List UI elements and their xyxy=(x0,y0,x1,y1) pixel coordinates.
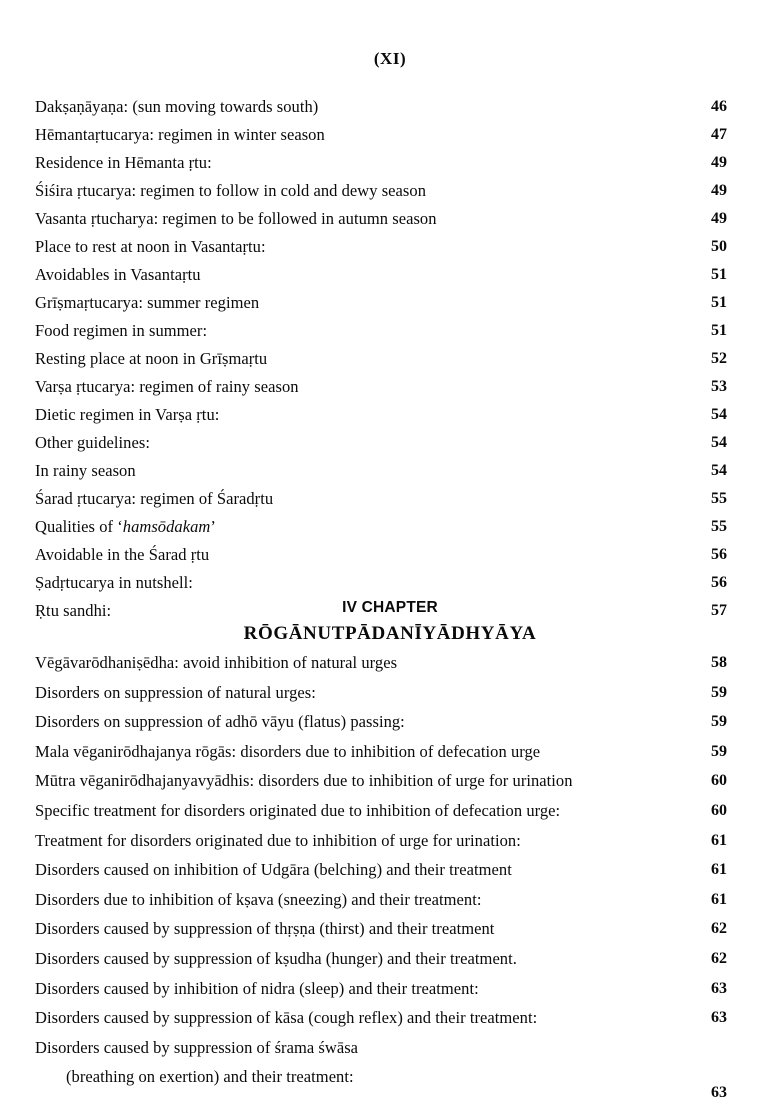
toc-row[interactable] xyxy=(35,1033,747,1063)
toc-row[interactable] xyxy=(35,485,747,513)
toc-entry-label: Grīṣmaṛtucarya: summer regimen xyxy=(35,293,260,312)
toc-entry-label: Varṣa ṛtucarya: regimen of rainy season xyxy=(35,377,299,396)
toc-entry-label: Specific treatment for disorders originated due to inhibition of defecation urge: xyxy=(35,800,561,820)
toc-entry-label: Disorders caused by inhibition of nidra (sleep) and their treatment: xyxy=(35,978,479,998)
toc-page-number: 63 xyxy=(711,979,727,997)
toc-page-number: 61 xyxy=(711,890,727,908)
toc-page-number: 56 xyxy=(711,546,727,563)
page-number-header: (XI) xyxy=(373,49,407,68)
toc-row[interactable] xyxy=(35,678,747,708)
toc-row[interactable] xyxy=(35,766,747,796)
toc-row[interactable] xyxy=(35,944,747,974)
toc-row[interactable] xyxy=(35,1062,747,1102)
toc-row[interactable] xyxy=(35,648,747,678)
toc-row[interactable] xyxy=(35,457,747,485)
toc-entry-label: Śiśira ṛtucarya: regimen to follow in cold and dewy season xyxy=(35,181,427,200)
toc-page-number: 49 xyxy=(711,210,727,227)
toc-row[interactable] xyxy=(35,149,747,177)
toc-row[interactable] xyxy=(35,513,747,541)
toc-page-number: 47 xyxy=(711,126,727,143)
toc-entry-label: In rainy season xyxy=(35,461,136,480)
chapter-title: RŌGĀNUTPĀDANĪYĀDHYĀYA xyxy=(243,623,537,644)
toc-entry-label: Dietic regimen in Varṣa ṛtu: xyxy=(35,405,220,424)
toc-entry-label: Residence in Hēmanta ṛtu: xyxy=(35,153,212,172)
toc-entry-label: Qualities of ‘hamsōdakam’ xyxy=(35,517,216,536)
toc-page-number: 60 xyxy=(711,801,727,819)
toc-entry-label: (breathing on exertion) and their treatment: xyxy=(66,1067,354,1087)
toc-page-number: 63 xyxy=(711,1009,727,1027)
toc-page-number: 59 xyxy=(711,742,727,760)
toc-row[interactable] xyxy=(35,429,747,457)
toc-entry-label: Vasanta ṛtucharya: regimen to be followed in autumn season xyxy=(35,209,437,228)
toc-entry-label: Disorders caused by suppression of kāsa (cough reflex) and their treatment: xyxy=(35,1008,538,1028)
toc-page-number: 49 xyxy=(711,182,727,199)
toc-row[interactable] xyxy=(35,345,747,373)
toc-entry-label: Disorders caused by suppression of thṛṣṇa (thirst) and their treatment xyxy=(35,919,495,939)
toc-entry-label: Disorders caused on inhibition of Udgāra (belching) and their treatment xyxy=(35,860,512,880)
toc-entry-label: Disorders due to inhibition of kṣava (sneezing) and their treatment: xyxy=(35,889,482,909)
toc-row[interactable] xyxy=(35,1003,747,1033)
toc-page-number: 63 xyxy=(711,1084,727,1102)
toc-entry-label: Disorders caused by suppression of kṣudha (hunger) and their treatment. xyxy=(35,948,517,968)
toc-page-number: 53 xyxy=(711,378,727,395)
toc-row[interactable] xyxy=(35,177,747,205)
toc-page-number: 51 xyxy=(711,294,727,311)
toc-page-number: 50 xyxy=(711,238,727,255)
toc-row[interactable] xyxy=(35,914,747,944)
toc-page-number: 56 xyxy=(711,574,727,591)
toc-page-number: 54 xyxy=(711,462,727,479)
toc-page-number: 59 xyxy=(711,683,727,701)
toc-row[interactable] xyxy=(35,737,747,767)
toc-page-number: 58 xyxy=(711,654,727,671)
toc-row[interactable] xyxy=(35,885,747,915)
toc-page-number: 52 xyxy=(711,350,727,367)
toc-entry-label: Mūtra vēganirōdhajanyavyādhis: disorders due to inhibition of urge for urination xyxy=(35,771,573,791)
toc-row[interactable] xyxy=(35,707,747,737)
toc-entry-label: Place to rest at noon in Vasantaṛtu: xyxy=(35,237,266,256)
toc-entry-label: Disorders on suppression of natural urges: xyxy=(35,682,316,702)
toc-entry-label: Ṛtu sandhi: xyxy=(35,601,112,620)
toc-entry-label: Treatment for disorders originated due to inhibition of urge for urination: xyxy=(35,830,521,850)
toc-row[interactable] xyxy=(35,373,747,401)
toc-row[interactable] xyxy=(35,233,747,261)
toc-entry-italic-term: hamsōdakam xyxy=(122,517,211,536)
toc-row[interactable] xyxy=(35,93,747,121)
toc-entry-label: Mala vēganirōdhajanya rōgās: disorders due to inhibition of defecation urge xyxy=(35,741,541,761)
toc-row[interactable] xyxy=(35,974,747,1004)
toc-row[interactable] xyxy=(35,401,747,429)
toc-page-number: 49 xyxy=(711,154,727,171)
toc-page-number: 51 xyxy=(711,322,727,339)
toc-row[interactable] xyxy=(35,205,747,233)
toc-page-number: 51 xyxy=(711,266,727,283)
toc-entry-label: Avoidable in the Śarad ṛtu xyxy=(35,545,210,564)
toc-entry-label: Disorders on suppression of adhō vāyu (flatus) passing: xyxy=(35,712,405,732)
toc-page-number: 54 xyxy=(711,406,727,423)
toc-entry-label: Hēmantaṛtucarya: regimen in winter season xyxy=(35,125,325,144)
toc-page-number: 61 xyxy=(711,831,727,849)
toc-page-number: 57 xyxy=(711,602,727,619)
toc-page-number: 55 xyxy=(711,490,727,507)
toc-row[interactable] xyxy=(35,289,747,317)
toc-row[interactable] xyxy=(35,855,747,885)
toc-page-number: 46 xyxy=(711,98,727,115)
toc-row[interactable] xyxy=(35,826,747,856)
toc-page-number: 60 xyxy=(711,772,727,790)
toc-row[interactable] xyxy=(35,796,747,826)
toc-page-number: 55 xyxy=(711,518,727,535)
toc-page-number: 54 xyxy=(711,434,727,451)
toc-row[interactable] xyxy=(35,317,747,345)
toc-section-chapter-four xyxy=(35,648,747,1102)
toc-entry-label: Avoidables in Vasantaṛtu xyxy=(35,265,201,284)
toc-row[interactable] xyxy=(35,541,747,569)
toc-row[interactable] xyxy=(35,569,747,597)
toc-page-number: 61 xyxy=(711,861,727,879)
chapter-label: IV CHAPTER xyxy=(342,599,438,616)
toc-entry-label: Resting place at noon in Grīṣmaṛtu xyxy=(35,349,268,368)
toc-page-number: 59 xyxy=(711,713,727,731)
toc-entry-label: Vēgāvarōdhaniṣēdha: avoid inhibition of natural urges xyxy=(35,653,398,672)
toc-row[interactable] xyxy=(35,261,747,289)
toc-entry-label: Śarad ṛtucarya: regimen of Śaradṛtu xyxy=(35,489,274,508)
toc-entry-label: Dakṣaṇāyaṇa: (sun moving towards south) xyxy=(35,97,319,116)
toc-entry-label: Disorders caused by suppression of śrama śwāsa xyxy=(35,1037,359,1057)
toc-page-number: 62 xyxy=(711,920,727,938)
toc-entry-label: Other guidelines: xyxy=(35,433,150,452)
toc-entry-label: Food regimen in summer: xyxy=(35,321,208,340)
toc-entry-label: Ṣadṛtucarya in nutshell: xyxy=(35,573,193,592)
toc-row[interactable] xyxy=(35,121,747,149)
toc-section-ritucharya xyxy=(35,93,747,625)
toc-page-number: 62 xyxy=(711,949,727,967)
